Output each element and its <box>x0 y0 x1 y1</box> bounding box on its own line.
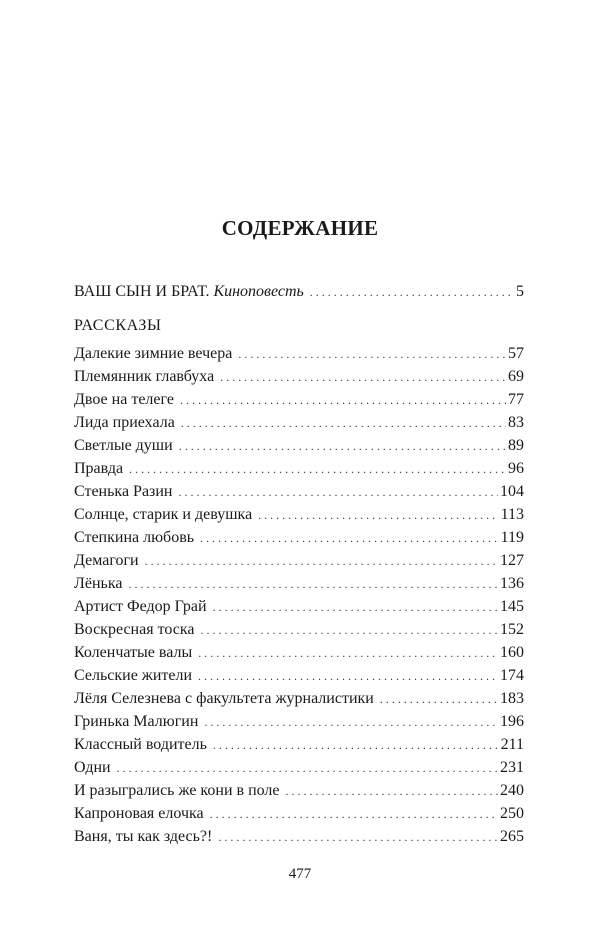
toc-row <box>74 802 524 825</box>
toc-row <box>74 388 524 411</box>
toc-entry-page: 211 <box>500 736 524 753</box>
toc-entry-title: Коленчатые валы <box>74 644 193 661</box>
dot-leader <box>180 389 506 412</box>
toc-entry-page: 89 <box>508 437 524 454</box>
dot-leader <box>198 665 498 688</box>
dot-leader <box>286 780 499 803</box>
toc-entry-title: И разыгрались же кони в поле <box>74 782 280 799</box>
toc-entry-title: Капроновая елочка <box>74 805 204 822</box>
toc-entry-page: 265 <box>500 828 524 845</box>
toc-row <box>74 457 524 480</box>
toc-entry-page: 96 <box>508 460 524 477</box>
dot-leader <box>213 596 498 619</box>
toc-entry-title <box>74 280 310 303</box>
page-title: СОДЕРЖАНИЕ <box>221 216 379 240</box>
toc-entry-page: 83 <box>508 414 524 431</box>
toc-entry-page: 196 <box>500 713 524 730</box>
toc-entry-page: 152 <box>500 621 524 638</box>
dot-leader <box>238 343 506 366</box>
toc-row <box>74 280 524 303</box>
toc-row <box>74 342 524 365</box>
toc-entry-title: Двое на телеге <box>74 391 174 408</box>
toc-entry-title: Далекие зимние вечера <box>74 345 233 362</box>
dot-leader <box>200 619 498 642</box>
toc-entry-page: 104 <box>500 483 524 500</box>
toc-entry-page: 57 <box>508 345 524 362</box>
dot-leader <box>200 527 499 550</box>
dot-leader <box>117 757 498 780</box>
toc-entry-page: 136 <box>500 575 524 592</box>
toc-entry-title: Лёнька <box>74 575 123 592</box>
toc-entry-page: 174 <box>500 667 524 684</box>
toc-entry-title: Классный водитель <box>74 736 207 753</box>
toc-entry-title: Племянник главбуха <box>74 368 215 385</box>
toc-entry-title: Артист Федор Грай <box>74 598 207 615</box>
toc-entry-title: Светлые души <box>74 437 173 454</box>
toc-row <box>74 641 524 664</box>
toc-row <box>74 526 524 549</box>
dot-leader <box>380 688 498 711</box>
toc-row <box>74 549 524 572</box>
dot-leader <box>179 481 499 504</box>
toc-entry-title: Лёля Селезнева с факультета журналистики <box>74 690 374 707</box>
dot-leader <box>310 281 514 304</box>
toc-row <box>74 480 524 503</box>
toc-entry-title: Стенька Разин <box>74 483 173 500</box>
toc-entry-page: 127 <box>500 552 524 569</box>
dot-leader <box>181 412 506 435</box>
toc-row <box>74 779 524 802</box>
toc-entry-page: 240 <box>500 782 524 799</box>
toc-top-entry <box>74 280 524 303</box>
toc-row <box>74 434 524 457</box>
toc-entry-title: Гринька Малюгин <box>74 713 199 730</box>
toc-row <box>74 411 524 434</box>
dot-leader <box>213 734 499 757</box>
toc-entry-page: 160 <box>500 644 524 661</box>
toc-list <box>74 342 524 848</box>
toc-entry-page: 231 <box>500 759 524 776</box>
toc-row <box>74 710 524 733</box>
toc-entry-page: 250 <box>500 805 524 822</box>
toc-entry-title: Одни <box>74 759 111 776</box>
dot-leader <box>129 458 506 481</box>
toc-entry-page: 119 <box>500 529 524 546</box>
toc-row <box>74 618 524 641</box>
toc-row <box>74 825 524 848</box>
toc-row <box>74 572 524 595</box>
toc-entry-main-title: ВАШ СЫН И БРАТ. <box>74 283 210 300</box>
section-heading: РАССКАЗЫ <box>74 317 162 334</box>
toc-entry-title: Сельские жители <box>74 667 193 684</box>
toc-entry-page: 183 <box>500 690 524 707</box>
dot-leader <box>204 711 498 734</box>
toc-entry-title: Демагоги <box>74 552 139 569</box>
toc-entry-page: 77 <box>508 391 524 408</box>
toc-row <box>74 664 524 687</box>
toc-entry-page: 113 <box>500 506 524 523</box>
toc-entry-title: Правда <box>74 460 124 477</box>
page-number: 477 <box>288 866 312 882</box>
toc-entry-title: Лида приехала <box>74 414 175 431</box>
dot-leader <box>210 803 498 826</box>
toc-entry-page: 5 <box>516 283 524 300</box>
toc-entry-title: Солнце, старик и девушка <box>74 506 253 523</box>
toc-row <box>74 503 524 526</box>
toc-entry-title: Степкина любовь <box>74 529 195 546</box>
toc-row <box>74 595 524 618</box>
toc-entry-title: Ваня, ты как здесь?! <box>74 828 213 845</box>
toc-entry-subtitle: Киноповесть <box>213 283 304 300</box>
toc-row <box>74 687 524 710</box>
dot-leader <box>179 435 506 458</box>
toc-row <box>74 365 524 388</box>
dot-leader <box>145 550 498 573</box>
toc-entry-page: 145 <box>500 598 524 615</box>
dot-leader <box>220 366 506 389</box>
dot-leader <box>258 504 498 527</box>
toc-entry-title: Воскресная тоска <box>74 621 195 638</box>
dot-leader <box>198 642 498 665</box>
toc-entry-page: 69 <box>508 368 524 385</box>
toc-row <box>74 733 524 756</box>
dot-leader <box>128 573 498 596</box>
toc-row <box>74 756 524 779</box>
dot-leader <box>218 826 498 849</box>
